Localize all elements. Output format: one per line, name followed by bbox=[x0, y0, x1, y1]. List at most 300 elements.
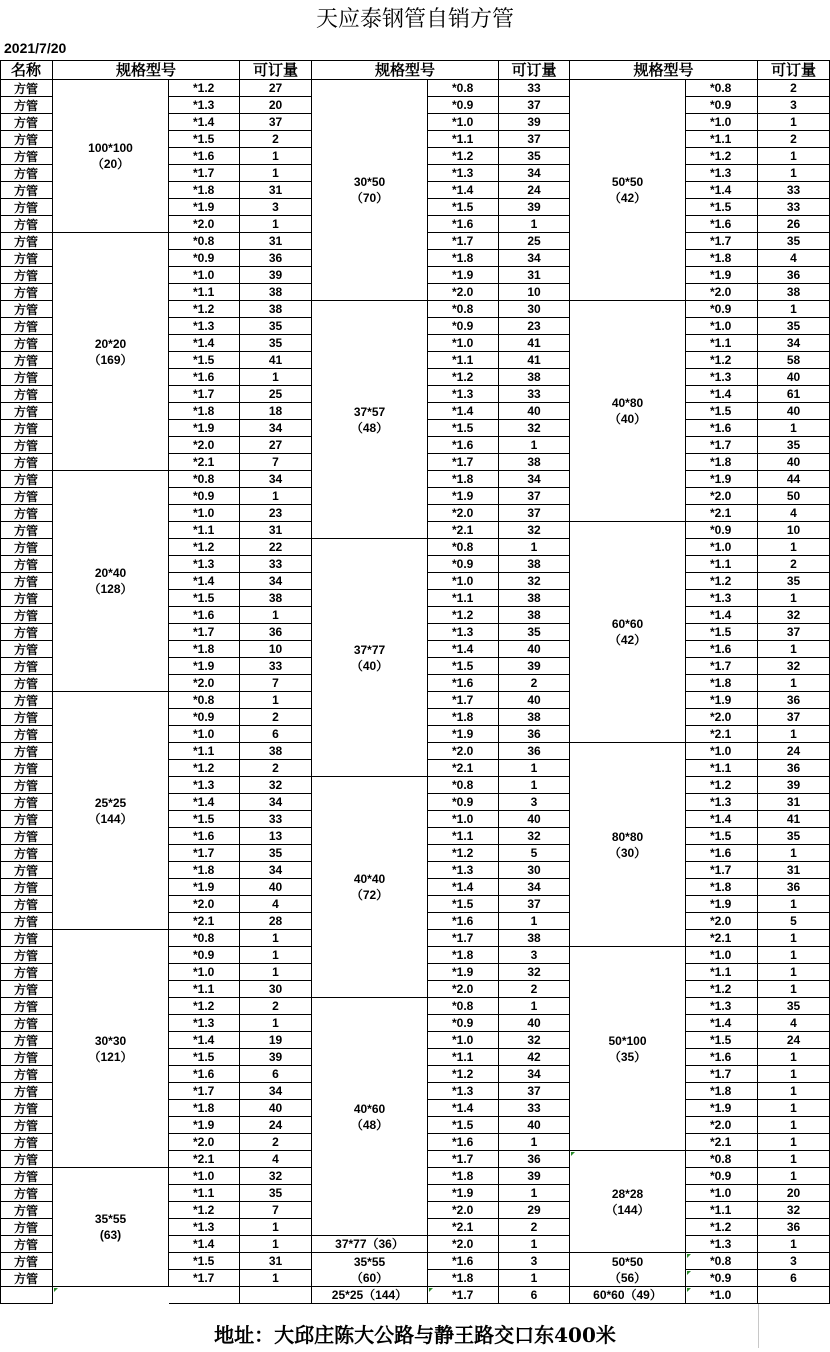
thickness-cell: *1.3 bbox=[686, 794, 758, 811]
date-label: 2021/7/20 bbox=[4, 40, 67, 56]
quantity-cell: 35 bbox=[499, 148, 570, 165]
spec-total: （144） bbox=[605, 1202, 650, 1217]
item-name-cell: 方管 bbox=[0, 199, 53, 216]
quantity-cell: 36 bbox=[499, 743, 570, 760]
thickness-cell: *1.8 bbox=[169, 1100, 240, 1117]
thickness-cell: *1.5 bbox=[169, 1253, 240, 1270]
quantity-cell: 1 bbox=[499, 437, 570, 454]
thickness-cell: *0.9 bbox=[428, 1015, 499, 1032]
thickness-cell: *0.8 bbox=[428, 777, 499, 794]
item-name-cell: 方管 bbox=[0, 301, 53, 318]
thickness-cell: *1.1 bbox=[686, 1202, 758, 1219]
spec-total: （48） bbox=[350, 420, 389, 435]
item-name-cell: 方管 bbox=[0, 777, 53, 794]
thickness-cell: *1.1 bbox=[169, 284, 240, 301]
quantity-cell: 35 bbox=[240, 335, 312, 352]
quantity-cell: 19 bbox=[240, 1032, 312, 1049]
thickness-cell: *1.5 bbox=[428, 420, 499, 437]
quantity-cell: 18 bbox=[240, 403, 312, 420]
spec-size: 28*28 bbox=[611, 1186, 644, 1201]
quantity-cell: 34 bbox=[499, 879, 570, 896]
quantity-cell: 3 bbox=[240, 199, 312, 216]
quantity-cell: 40 bbox=[499, 403, 570, 420]
spec-size: 30*50 bbox=[353, 175, 386, 189]
spec-group bbox=[312, 1253, 428, 1287]
quantity-cell: 35 bbox=[758, 998, 830, 1015]
spec-total: （40） bbox=[608, 412, 647, 426]
thickness-cell: *1.3 bbox=[169, 318, 240, 335]
thickness-cell: *1.8 bbox=[428, 1168, 499, 1185]
quantity-cell: 1 bbox=[758, 930, 830, 947]
quantity-cell: 38 bbox=[240, 743, 312, 760]
thickness-cell: *1.6 bbox=[169, 607, 240, 624]
quantity-cell: 1 bbox=[758, 148, 830, 165]
quantity-cell: 7 bbox=[240, 454, 312, 471]
item-name-cell: 方管 bbox=[0, 1049, 53, 1066]
quantity-cell: 32 bbox=[499, 964, 570, 981]
thickness-cell: *1.2 bbox=[686, 981, 758, 998]
quantity-cell: 22 bbox=[240, 539, 312, 556]
quantity-cell: 1 bbox=[240, 930, 312, 947]
thickness-cell: *1.8 bbox=[686, 1083, 758, 1100]
item-name-cell: 方管 bbox=[0, 930, 53, 947]
quantity-cell: 33 bbox=[499, 386, 570, 403]
thickness-cell: *1.6 bbox=[428, 1134, 499, 1151]
item-name-cell: 方管 bbox=[0, 675, 53, 692]
thickness-cell: *1.6 bbox=[428, 437, 499, 454]
quantity-cell: 6 bbox=[240, 1066, 312, 1083]
quantity-cell: 20 bbox=[240, 97, 312, 114]
thickness-cell: *1.2 bbox=[686, 1219, 758, 1236]
quantity-cell: 10 bbox=[240, 641, 312, 658]
quantity-cell: 1 bbox=[240, 1270, 312, 1287]
spec-total: （169） bbox=[88, 352, 133, 367]
item-name-cell: 方管 bbox=[0, 862, 53, 879]
thickness-cell: *1.0 bbox=[686, 947, 758, 964]
item-name-cell: 方管 bbox=[0, 845, 53, 862]
quantity-cell: 1 bbox=[758, 947, 830, 964]
item-name-cell: 方管 bbox=[0, 1219, 53, 1236]
quantity-cell: 3 bbox=[758, 1253, 830, 1270]
thickness-cell: *2.1 bbox=[169, 913, 240, 930]
item-name-cell: 方管 bbox=[0, 811, 53, 828]
thickness-cell: *1.6 bbox=[169, 828, 240, 845]
quantity-cell: 35 bbox=[758, 573, 830, 590]
cell-comment-marker bbox=[429, 1288, 433, 1292]
thickness-cell: *2.1 bbox=[428, 1219, 499, 1236]
thickness-cell: *2.1 bbox=[686, 1134, 758, 1151]
spec-size: 50*50 bbox=[611, 175, 644, 189]
item-name-cell: 方管 bbox=[0, 947, 53, 964]
quantity-cell: 1 bbox=[758, 165, 830, 182]
table-top-border bbox=[0, 60, 830, 61]
item-name-cell: 方管 bbox=[0, 284, 53, 301]
quantity-cell: 1 bbox=[758, 1134, 830, 1151]
spec-group bbox=[570, 80, 686, 301]
quantity-cell: 36 bbox=[758, 760, 830, 777]
quantity-cell: 7 bbox=[240, 675, 312, 692]
spec-size: 40*80 bbox=[611, 396, 644, 410]
thickness-cell: *2.0 bbox=[686, 1117, 758, 1134]
thickness-cell: *2.0 bbox=[428, 743, 499, 760]
thickness-cell: *1.2 bbox=[686, 148, 758, 165]
quantity-cell: 6 bbox=[240, 726, 312, 743]
thickness-cell: *1.5 bbox=[169, 1049, 240, 1066]
thickness-cell: *1.1 bbox=[169, 522, 240, 539]
thickness-cell: *1.4 bbox=[428, 1100, 499, 1117]
thickness-cell: *1.9 bbox=[428, 488, 499, 505]
item-name-cell: 方管 bbox=[0, 879, 53, 896]
item-name-cell: 方管 bbox=[0, 1083, 53, 1100]
quantity-cell: 2 bbox=[499, 1219, 570, 1236]
thickness-cell: *1.7 bbox=[169, 845, 240, 862]
quantity-cell: 1 bbox=[240, 488, 312, 505]
thickness-cell: *1.2 bbox=[428, 607, 499, 624]
quantity-cell: 50 bbox=[758, 488, 830, 505]
thickness-cell: *2.0 bbox=[169, 896, 240, 913]
item-name-cell: 方管 bbox=[0, 114, 53, 131]
thickness-cell: *1.8 bbox=[686, 879, 758, 896]
thickness-cell: *1.9 bbox=[169, 879, 240, 896]
thickness-cell: *2.0 bbox=[169, 1134, 240, 1151]
spec-group bbox=[312, 301, 428, 539]
spec-size: 100*100 bbox=[88, 141, 133, 155]
quantity-cell: 33 bbox=[240, 658, 312, 675]
quantity-cell: 32 bbox=[758, 607, 830, 624]
spec-total: （40） bbox=[350, 658, 389, 673]
spec-total: （35） bbox=[608, 1049, 647, 1064]
quantity-cell: 30 bbox=[240, 981, 312, 998]
thickness-cell: *2.0 bbox=[169, 437, 240, 454]
spec-size: 30*30 bbox=[94, 1033, 127, 1048]
thickness-cell: *0.8 bbox=[169, 930, 240, 947]
spec-total: （121） bbox=[88, 1049, 133, 1064]
spec-group bbox=[53, 930, 169, 1168]
thickness-cell: *1.4 bbox=[686, 182, 758, 199]
thickness-cell: *1.7 bbox=[169, 1083, 240, 1100]
thickness-cell: *1.3 bbox=[169, 777, 240, 794]
page-title: 天应泰钢管自销方管 bbox=[315, 7, 514, 32]
item-name-cell: 方管 bbox=[0, 420, 53, 437]
thickness-cell: *1.5 bbox=[169, 590, 240, 607]
thickness-cell: *1.0 bbox=[169, 505, 240, 522]
thickness-cell: *1.0 bbox=[169, 267, 240, 284]
thickness-cell: *1.7 bbox=[169, 1270, 240, 1287]
quantity-cell: 39 bbox=[758, 777, 830, 794]
quantity-cell: 2 bbox=[499, 675, 570, 692]
quantity-cell: 32 bbox=[499, 420, 570, 437]
thickness-cell: *1.3 bbox=[686, 998, 758, 1015]
spec-size: 50*100 bbox=[608, 1033, 647, 1048]
thickness-cell: *2.1 bbox=[169, 454, 240, 471]
thickness-cell: *0.8 bbox=[428, 539, 499, 556]
quantity-cell: 37 bbox=[758, 709, 830, 726]
quantity-cell: 24 bbox=[499, 182, 570, 199]
thickness-cell: *0.8 bbox=[428, 80, 499, 97]
item-name-cell: 方管 bbox=[0, 335, 53, 352]
thickness-cell: *0.9 bbox=[686, 97, 758, 114]
quantity-cell: 41 bbox=[499, 335, 570, 352]
thickness-cell: *0.9 bbox=[169, 709, 240, 726]
thickness-cell: *1.8 bbox=[686, 675, 758, 692]
quantity-cell: 40 bbox=[499, 811, 570, 828]
spec-group bbox=[312, 1287, 428, 1304]
thickness-cell: *1.2 bbox=[169, 80, 240, 97]
quantity-cell: 35 bbox=[758, 828, 830, 845]
thickness-cell: *1.3 bbox=[169, 1219, 240, 1236]
quantity-cell: 1 bbox=[758, 1151, 830, 1168]
thickness-cell: *1.9 bbox=[686, 896, 758, 913]
quantity-cell: 33 bbox=[758, 182, 830, 199]
thickness-cell: *2.1 bbox=[428, 760, 499, 777]
spec-size: 40*40 bbox=[353, 872, 386, 886]
quantity-cell: 37 bbox=[499, 97, 570, 114]
thickness-cell: *1.1 bbox=[169, 981, 240, 998]
quantity-cell: 37 bbox=[240, 114, 312, 131]
spec-total: (63) bbox=[99, 1228, 122, 1242]
thickness-cell: *1.2 bbox=[686, 352, 758, 369]
thickness-cell: *1.3 bbox=[428, 386, 499, 403]
quantity-cell: 1 bbox=[758, 675, 830, 692]
quantity-cell: 31 bbox=[240, 1253, 312, 1270]
quantity-cell: 5 bbox=[499, 845, 570, 862]
quantity-cell: 4 bbox=[758, 1015, 830, 1032]
quantity-cell: 1 bbox=[499, 1270, 570, 1287]
item-name-cell: 方管 bbox=[0, 828, 53, 845]
quantity-cell: 44 bbox=[758, 471, 830, 488]
item-name-cell: 方管 bbox=[0, 896, 53, 913]
thickness-cell: *1.6 bbox=[686, 845, 758, 862]
thickness-cell: *1.9 bbox=[686, 267, 758, 284]
thickness-cell: *1.7 bbox=[428, 692, 499, 709]
quantity-cell: 39 bbox=[499, 114, 570, 131]
spec-size: 35*55 bbox=[94, 1212, 127, 1226]
thickness-cell: *1.8 bbox=[169, 641, 240, 658]
quantity-cell: 40 bbox=[758, 454, 830, 471]
spec-size: 37*57 bbox=[353, 404, 386, 419]
thickness-cell: *1.5 bbox=[169, 131, 240, 148]
quantity-cell: 2 bbox=[758, 556, 830, 573]
thickness-cell: *1.2 bbox=[428, 1066, 499, 1083]
quantity-cell: 1 bbox=[758, 964, 830, 981]
item-name-cell: 方管 bbox=[0, 488, 53, 505]
quantity-cell: 1 bbox=[758, 1168, 830, 1185]
thickness-cell: *1.4 bbox=[686, 811, 758, 828]
quantity-cell: 38 bbox=[240, 284, 312, 301]
thickness-cell: *1.2 bbox=[428, 369, 499, 386]
thickness-cell: *1.7 bbox=[169, 165, 240, 182]
quantity-cell: 1 bbox=[499, 1236, 570, 1253]
thickness-cell: *1.9 bbox=[169, 1117, 240, 1134]
quantity-cell: 1 bbox=[758, 539, 830, 556]
quantity-cell: 37 bbox=[499, 488, 570, 505]
quantity-cell: 36 bbox=[758, 1219, 830, 1236]
item-name-cell: 方管 bbox=[0, 369, 53, 386]
quantity-cell: 38 bbox=[499, 607, 570, 624]
quantity-cell: 2 bbox=[240, 709, 312, 726]
quantity-cell: 41 bbox=[499, 352, 570, 369]
thickness-cell: *0.9 bbox=[428, 318, 499, 335]
quantity-cell: 36 bbox=[499, 1151, 570, 1168]
item-name-cell: 方管 bbox=[0, 437, 53, 454]
quantity-cell: 38 bbox=[240, 301, 312, 318]
header-spec: 规格型号 bbox=[312, 60, 499, 80]
quantity-cell: 1 bbox=[758, 590, 830, 607]
thickness-cell: *1.3 bbox=[428, 165, 499, 182]
quantity-cell: 1 bbox=[499, 760, 570, 777]
item-name-cell: 方管 bbox=[0, 454, 53, 471]
spec-total: （128） bbox=[88, 582, 133, 596]
thickness-cell: *1.2 bbox=[169, 539, 240, 556]
address-footer: 地址：大邱庄陈大公路与静王路交口东400米 bbox=[214, 1323, 616, 1347]
quantity-cell: 37 bbox=[499, 131, 570, 148]
spec-group bbox=[312, 80, 428, 301]
thickness-cell: *2.0 bbox=[428, 505, 499, 522]
thickness-cell: *1.6 bbox=[428, 913, 499, 930]
thickness-cell: *1.8 bbox=[428, 250, 499, 267]
thickness-cell: *1.3 bbox=[169, 97, 240, 114]
quantity-cell: 1 bbox=[240, 216, 312, 233]
quantity-cell: 35 bbox=[758, 233, 830, 250]
quantity-cell: 7 bbox=[240, 1202, 312, 1219]
quantity-cell: 31 bbox=[758, 862, 830, 879]
quantity-cell: 4 bbox=[240, 1151, 312, 1168]
thickness-cell: *1.5 bbox=[686, 1032, 758, 1049]
spec-group bbox=[312, 1236, 428, 1253]
thickness-cell: *1.4 bbox=[428, 403, 499, 420]
spec-group bbox=[312, 998, 428, 1236]
quantity-cell: 25 bbox=[240, 386, 312, 403]
thickness-cell: *1.9 bbox=[428, 726, 499, 743]
thickness-cell: *2.0 bbox=[428, 981, 499, 998]
quantity-cell: 35 bbox=[240, 318, 312, 335]
quantity-cell: 2 bbox=[240, 760, 312, 777]
quantity-cell: 32 bbox=[499, 828, 570, 845]
spec-group bbox=[570, 947, 686, 1151]
thickness-cell: *1.3 bbox=[169, 556, 240, 573]
thickness-cell: *1.7 bbox=[428, 930, 499, 947]
item-name-cell: 方管 bbox=[0, 80, 53, 97]
quantity-cell: 35 bbox=[499, 624, 570, 641]
quantity-cell: 26 bbox=[758, 216, 830, 233]
thickness-cell: *2.0 bbox=[428, 1236, 499, 1253]
quantity-cell: 34 bbox=[499, 250, 570, 267]
quantity-cell: 40 bbox=[499, 1117, 570, 1134]
item-name-cell: 方管 bbox=[0, 573, 53, 590]
quantity-cell: 31 bbox=[758, 794, 830, 811]
thickness-cell: *1.1 bbox=[686, 964, 758, 981]
thickness-cell: *1.8 bbox=[428, 947, 499, 964]
quantity-cell: 41 bbox=[758, 811, 830, 828]
quantity-cell: 1 bbox=[499, 913, 570, 930]
thickness-cell: *0.9 bbox=[428, 97, 499, 114]
thickness-cell: *1.0 bbox=[686, 1287, 758, 1304]
thickness-cell: *1.0 bbox=[686, 539, 758, 556]
item-name-cell: 方管 bbox=[0, 148, 53, 165]
quantity-cell: 3 bbox=[499, 947, 570, 964]
thickness-cell: *1.7 bbox=[686, 437, 758, 454]
quantity-cell: 2 bbox=[240, 998, 312, 1015]
quantity-cell: 1 bbox=[240, 692, 312, 709]
quantity-cell: 31 bbox=[240, 522, 312, 539]
quantity-cell: 33 bbox=[499, 1100, 570, 1117]
thickness-cell: *1.9 bbox=[169, 658, 240, 675]
thickness-cell: *1.4 bbox=[169, 573, 240, 590]
spec-group bbox=[570, 1287, 686, 1304]
quantity-cell: 6 bbox=[758, 1270, 830, 1287]
quantity-cell: 40 bbox=[758, 369, 830, 386]
thickness-cell: *1.6 bbox=[169, 369, 240, 386]
item-name-cell: 方管 bbox=[0, 913, 53, 930]
spec-total: （60） bbox=[350, 1270, 389, 1285]
quantity-cell: 1 bbox=[758, 1083, 830, 1100]
spec-group bbox=[53, 471, 169, 692]
quantity-cell: 4 bbox=[758, 505, 830, 522]
quantity-cell: 4 bbox=[240, 896, 312, 913]
thickness-cell: *1.8 bbox=[169, 862, 240, 879]
quantity-cell: 33 bbox=[499, 80, 570, 97]
thickness-cell: *0.9 bbox=[686, 522, 758, 539]
thickness-cell: *1.6 bbox=[686, 216, 758, 233]
thickness-cell: *1.3 bbox=[686, 165, 758, 182]
thickness-cell: *1.6 bbox=[169, 148, 240, 165]
spec-size: 80*80 bbox=[611, 829, 644, 844]
item-name-cell: 方管 bbox=[0, 403, 53, 420]
thickness-cell: *0.9 bbox=[428, 556, 499, 573]
thickness-cell: *0.9 bbox=[686, 1270, 758, 1287]
thickness-cell: *0.8 bbox=[686, 1151, 758, 1168]
thickness-cell: *1.7 bbox=[686, 233, 758, 250]
item-name-cell: 方管 bbox=[0, 233, 53, 250]
item-name-cell: 方管 bbox=[0, 709, 53, 726]
quantity-cell: 58 bbox=[758, 352, 830, 369]
thickness-cell: *1.9 bbox=[428, 1185, 499, 1202]
quantity-cell: 24 bbox=[758, 743, 830, 760]
thickness-cell: *1.4 bbox=[169, 1032, 240, 1049]
thickness-cell: *0.8 bbox=[428, 998, 499, 1015]
quantity-cell: 36 bbox=[240, 624, 312, 641]
quantity-cell: 3 bbox=[758, 97, 830, 114]
thickness-cell: *1.4 bbox=[169, 335, 240, 352]
quantity-cell: 1 bbox=[240, 1015, 312, 1032]
quantity-cell: 1 bbox=[758, 896, 830, 913]
spec-size: 50*50 bbox=[611, 1254, 644, 1269]
quantity-cell: 2 bbox=[240, 1134, 312, 1151]
thickness-cell: *1.1 bbox=[686, 131, 758, 148]
quantity-cell: 1 bbox=[758, 420, 830, 437]
thickness-cell: *1.0 bbox=[686, 318, 758, 335]
spec-size: 60*60 bbox=[611, 617, 644, 631]
quantity-cell: 32 bbox=[499, 573, 570, 590]
quantity-cell: 1 bbox=[499, 998, 570, 1015]
item-name-cell: 方管 bbox=[0, 1185, 53, 1202]
thickness-cell: *1.1 bbox=[428, 131, 499, 148]
quantity-cell: 38 bbox=[499, 590, 570, 607]
item-name-cell: 方管 bbox=[0, 1117, 53, 1134]
thickness-cell: *0.8 bbox=[169, 692, 240, 709]
quantity-cell: 1 bbox=[240, 1236, 312, 1253]
thickness-cell: *1.5 bbox=[428, 658, 499, 675]
quantity-cell: 1 bbox=[758, 1236, 830, 1253]
quantity-cell: 61 bbox=[758, 386, 830, 403]
quantity-cell: 32 bbox=[499, 522, 570, 539]
spec-total: （30） bbox=[608, 845, 647, 860]
quantity-cell bbox=[240, 1287, 312, 1304]
spec-group bbox=[312, 777, 428, 998]
quantity-cell: 40 bbox=[499, 641, 570, 658]
header-qty: 可订量 bbox=[499, 60, 570, 80]
thickness-cell: *1.8 bbox=[686, 454, 758, 471]
